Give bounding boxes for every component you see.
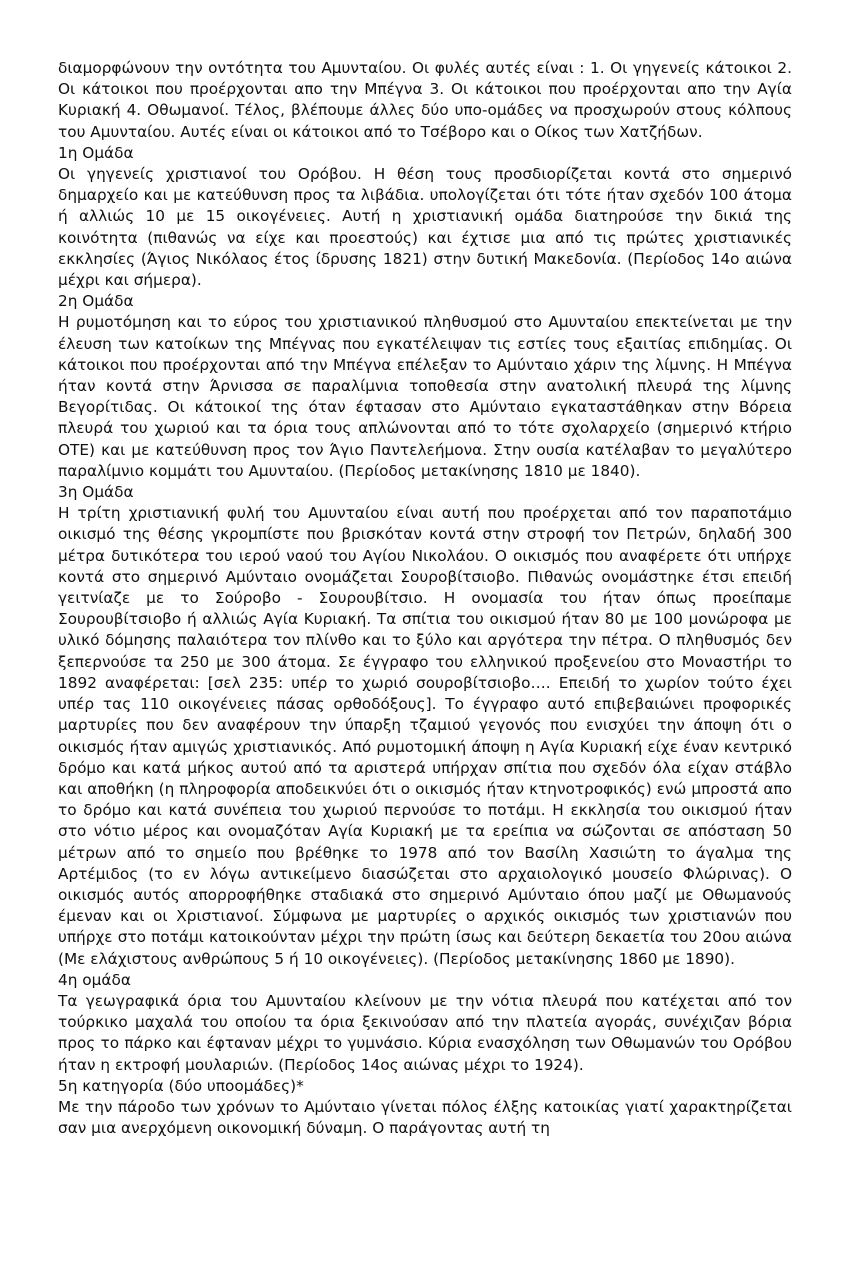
section-heading-category-5: 5η κατηγορία (δύο υποομάδες)* (58, 1076, 304, 1095)
paragraph-group-3: Η τρίτη χριστιανική φυλή του Αμυνταίου είναι αυτή που προέρχεται από τον παραποτάμιο οικισμό της θέσης γκρομπίστε που βρισκόταν κοντά στην στροφή τον Πετρών, δηλαδή 300 μέτρα δυτικότερα του ιερού ναού του Αγίου Νικολάου. Ο οικισμός που αναφέρετε ότι υπήρχε κοντά στο σημερινό Αμύνταιο ονομάζεται Σουροβίτσιοβο. Πιθανώς ονομάστηκε έτσι επειδή γειτνίαζε με το Σούροβο - Σουρουβίτσιο. Η ονομασία του ήταν όπως προείπαμε Σουρουβίτσιοβο ή αλλιώς Αγία Κυριακή. Τα σπίτια του οικισμού ήταν 80 με 100 μονώροφα με υλικό δόμησης παλαιότερα τον πλίνθο και το ξύλο και αργότερα την πέτρα. Ο πληθυσμός δεν ξεπερνούσε τα 250 με 300 άτομα. Σε έγγραφο του ελληνικού προξενείου στο Μοναστήρι το 1892 αναφέρεται: [σελ 235: υπέρ το χωριό σουροβίτσιοβο…. Επειδή το χωρίον τούτο έχει υπέρ τας 110 οικογένειες πάσας ορθοδόξους]. Το έγγραφο αυτό επιβεβαιώνει προφορικές μαρτυρίες που δεν αναφέρουν την ύπαρξη τζαμιού γεγονός που ενισχύει την άποψη ότι ο οικισμός ήταν αμιγώς χριστιανικός. Από ρυμοτομική άποψη η Αγία Κυριακή είχε έναν κεντρικό δρόμο και κατά μήκος αυτού από τα αριστερά υπήρχαν σπίτια που σχεδόν όλα είχαν στάβλο και αποθήκη (η πληροφορία αποδεικνύει ότι ο οικισμός ήταν κτηνοτροφικός) ενώ μπροστά απο το δρόμο και κατά συνέπεια του χωριού περνούσε το ποτάμι. Η εκκλησία του οικισμού ήταν στο νότιο μέρος και ονομαζόταν Αγία Κυριακή με τα ερείπια να σώζονται σε απόσταση 50 μέτρων από το σημείο που βρέθηκε το 1978 από τον Βασίλη Χασιώτη το άγαλμα της Αρτέμιδος (το εν λόγω αντικείμενο διασώζεται στο αρχαιολογικό μουσείο Φλώρινας). Ο οικισμός αυτός απορροφήθηκε σταδιακά στο σημερινό Αμύνταιο όπου μαζί με Οθωμανούς έμεναν και οι Χριστιανοί. Σύμφωνα με μαρτυρίες ο αρχικός οικισμός των χριστιανών που υπήρχε στο ποτάμι κατοικούνταν μέχρι την πρώτη ίσως και δεύτερη δεκαετία του 20ου αιώνα (Με ελάχιστους ανθρώπους 5 ή 10 οικογένειες). (Περίοδος μετακίνησης 1860 με 1890). (58, 504, 792, 968)
section-heading-group-2: 2η Ομάδα (58, 292, 134, 311)
paragraph-category-5: Με την πάροδο των χρόνων το Αμύνταιο γίνεται πόλος έλξης κατοικίας γιατί χαρακτηρίζεται σαν μια ανερχόμενη οικονομική δύναμη. Ο παράγοντας αυτή τη (58, 1097, 792, 1138)
document-page (58, 58, 792, 1139)
section-heading-group-1: 1η Ομάδα (58, 143, 134, 162)
paragraph-group-1: Οι γηγενείς χριστιανοί του Ορόβου. Η θέση τους προσδιορίζεται κοντά στο σημερινό δημαρχείο και με κατεύθυνση προς τα λιβάδια. υπολογίζεται ότι τότε ήταν σχεδόν 100 άτομα ή αλλιώς 10 με 15 οικογένειες. Αυτή η χριστιανική ομάδα διατηρούσε την δικιά της κοινότητα (πιθανώς να είχε και προεστούς) και έχτισε μια από τις πρώτες χριστιανικές εκκλησίες (Άγιος Νικόλαος έτος ίδρυσης 1821) στην δυτική Μακεδονία. (Περίοδος 14ο αιώνα μέχρι και σήμερα). (58, 165, 792, 290)
paragraph-group-2: Η ρυμοτόμηση και το εύρος του χριστιανικού πληθυσμού στο Αμυνταίου επεκτείνεται με την έλευση των κατοίκων της Μπέγνας που εγκατέλειψαν τις εστίες τους εξαιτίας επιδημίας. Οι κάτοικοι που προέρχονται από την Μπέγνα επέλεξαν το Αμύνταιο χάριν της λίμνης. Η Μπέγνα ήταν κοντά στην Άρνισσα σε παραλίμνια τοποθεσία στην ανατολική πλευρά της λίμνης Βεγορίτιδας. Οι κάτοικοί της όταν έφτασαν στο Αμύνταιο εγκαταστάθηκαν στην Βόρεια πλευρά του χωριού και τα όρια τους απλώνονται από το τότε σχολαρχείο (σημερινό κτήριο ΟΤΕ) και με κατεύθυνση προς τον Άγιο Παντελεήμονα. Στην ουσία κατέλαβαν το μεγαλύτερο παραλίμνιο κομμάτι του Αμυνταίου. (Περίοδος μετακίνησης 1810 με 1840). (58, 313, 792, 480)
section-heading-group-3: 3η Ομάδα (58, 483, 134, 502)
paragraph-group-4: Τα γεωγραφικά όρια του Αμυνταίου κλείνουν με την νότια πλευρά που κατέχεται από τον τούρκικο μαχαλά του οποίου τα όρια ξεκινούσαν από την πλατεία αγοράς, συνέχιζαν βόρια προς το πάρκο και έφταναν μέχρι το γυμνάσιο. Κύρια ενασχόληση των Οθωμανών του Ορόβου ήταν η εκτροφή μουλαριών. (Περίοδος 14ος αιώνας μέχρι το 1924). (58, 991, 792, 1074)
section-heading-group-4: 4η ομάδα (58, 970, 131, 989)
intro-paragraph: διαμορφώνουν την οντότητα του Αμυνταίου. Οι φυλές αυτές είναι : 1. Οι γηγενείς κάτοικοι 2. Οι κάτοικοι που προέρχονται απο την Μπέγνα 3. Οι κάτοικοι που προέρχονται απο την Αγία Κυριακή 4. Οθωμανοί. Τέλος, βλέπουμε άλλες δύο υπο-ομάδες να προσχωρούν στους κόλπους του Αμυνταίου. Αυτές είναι οι κάτοικοι από το Τσέβορο και ο Οίκος των Χατζήδων. (58, 59, 792, 141)
